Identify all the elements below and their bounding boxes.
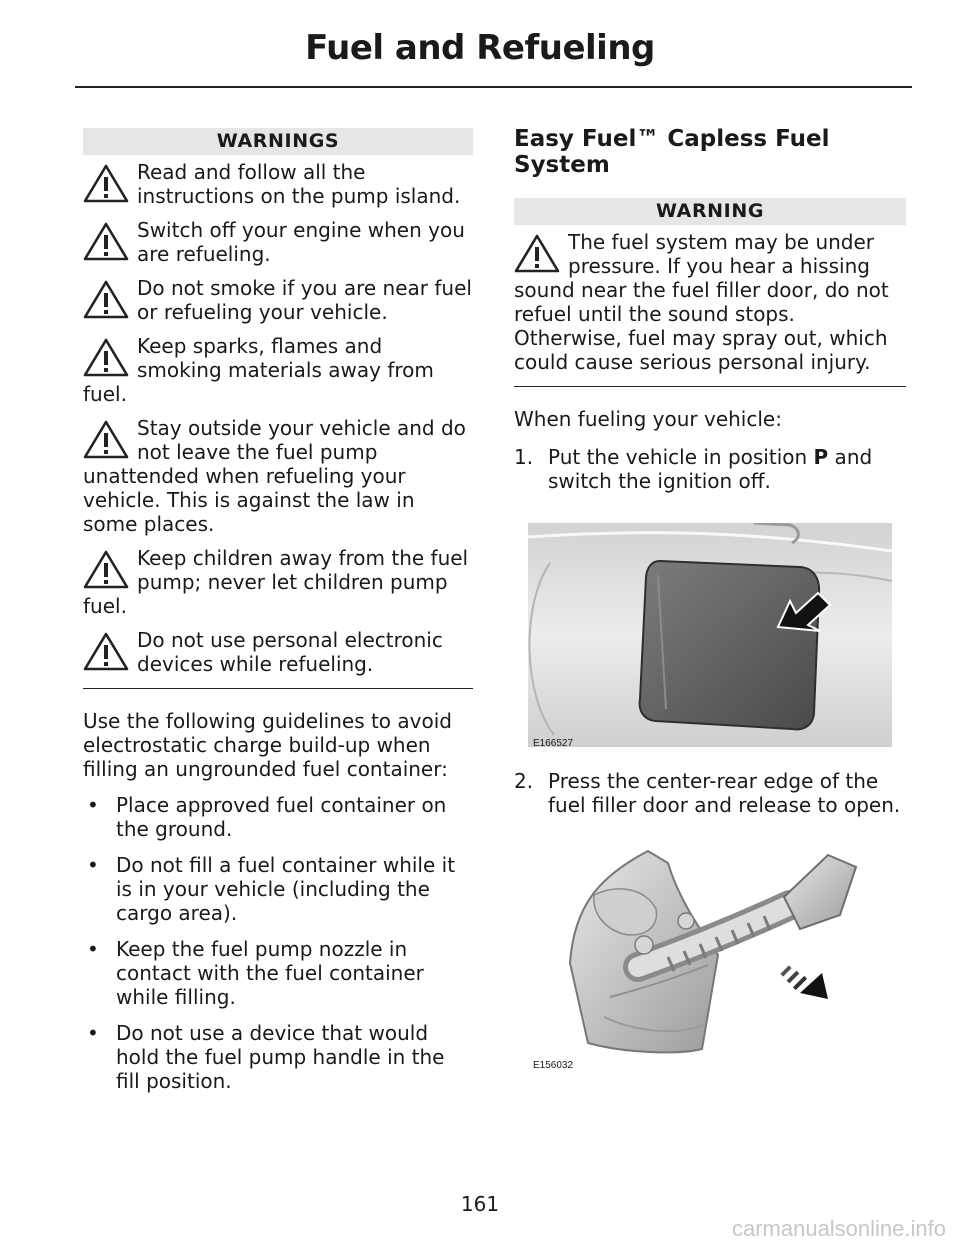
page-number: 161 xyxy=(460,1192,500,1216)
right-column xyxy=(514,126,906,1069)
nozzle-figure xyxy=(528,837,892,1069)
warnings-end-rule xyxy=(83,688,473,689)
warning-triangle-icon xyxy=(83,164,129,204)
warning-item: Stay outside your vehicle and do not leave the fuel pump unattended when refueling your vehicle. This is against the law in some places. xyxy=(83,416,466,536)
list-item: • Do not use a device that would hold the fuel pump handle in the fill position. xyxy=(87,1021,445,1093)
fuel-filler-door-illustration xyxy=(528,523,892,747)
warning-item: The fuel system may be under pressure. If you hear a hissing sound near the fuel filler door, do not refuel until the sound stops. Otherwise, fuel may spray out, which could cause serious personal injury. xyxy=(514,230,889,374)
fueling-lead: When fueling your vehicle: xyxy=(514,407,782,431)
warning-item: Do not smoke if you are near fuel or refueling your vehicle. xyxy=(83,276,473,324)
warning-item: Switch off your engine when you are refueling. xyxy=(83,218,473,266)
direction-arrow-icon xyxy=(780,965,828,999)
list-item: • Place approved fuel container on the ground. xyxy=(87,793,447,841)
guidelines-intro: Use the following guidelines to avoid electrostatic charge build-up when filling an ungrounded fuel container: xyxy=(83,709,452,781)
warnings-header: WARNINGS xyxy=(83,128,473,155)
warning-end-rule xyxy=(514,386,906,387)
warning-triangle-icon xyxy=(83,550,129,590)
title-divider xyxy=(75,86,912,88)
guidelines-list xyxy=(83,793,473,1093)
warning-triangle-icon xyxy=(83,420,129,460)
figure-code: E166527 xyxy=(533,738,574,749)
step-2: 2. Press the center-rear edge of the fuel filler door and release to open. xyxy=(514,769,901,817)
warning-item: Read and follow all the instructions on the pump island. xyxy=(83,160,473,208)
fuel-nozzle-illustration xyxy=(528,837,892,1069)
page-title: Fuel and Refueling xyxy=(305,28,655,68)
watermark: carmanualsonline.info xyxy=(731,1216,946,1241)
step-1: 1. Put the vehicle in position P and switch the ignition off. xyxy=(514,445,873,493)
warning-item: Do not use personal electronic devices while refueling. xyxy=(83,628,473,676)
warning-item: Keep children away from the fuel pump; never let children pump fuel. xyxy=(83,546,469,618)
warning-triangle-icon xyxy=(83,222,129,262)
warning-triangle-icon xyxy=(83,338,129,378)
figure-code: E156032 xyxy=(533,1060,574,1071)
list-item: • Do not fill a fuel container while it is in your vehicle (including the cargo area). xyxy=(87,853,456,925)
section-heading: Easy Fuel™ Capless Fuel System xyxy=(514,126,830,178)
warning-triangle-icon xyxy=(83,632,129,672)
warning-item: Keep sparks, flames and smoking materials away from fuel. xyxy=(83,334,434,406)
warning-header: WARNING xyxy=(514,198,906,225)
warning-triangle-icon xyxy=(83,280,129,320)
warning-triangle-icon xyxy=(514,234,560,274)
left-column xyxy=(83,128,473,1105)
fuel-door-figure xyxy=(528,523,892,747)
list-item: • Keep the fuel pump nozzle in contact with the fuel container while filling. xyxy=(87,937,424,1009)
